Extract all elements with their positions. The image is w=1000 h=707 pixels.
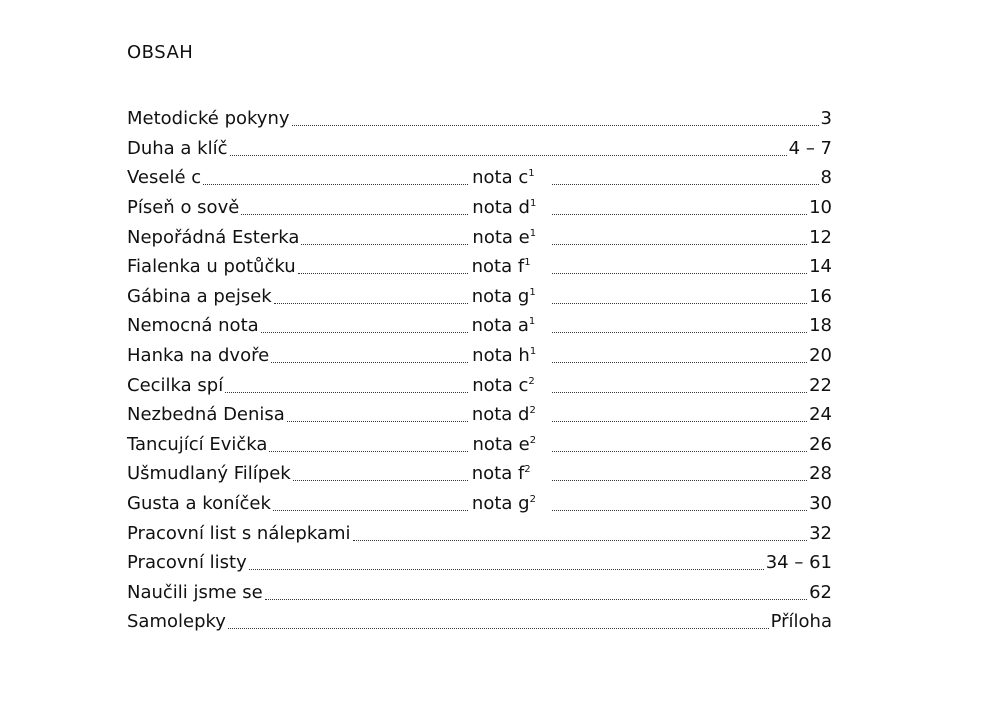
toc-entry-title: Hanka na dvoře <box>127 345 270 367</box>
dot-leader <box>228 628 769 629</box>
toc-entry-page: 3 <box>820 108 832 130</box>
toc-entry-title: Cecilka spí <box>127 374 224 396</box>
toc-entry[interactable] <box>127 578 832 608</box>
dot-leader <box>269 451 468 452</box>
dot-leader <box>552 421 807 422</box>
toc-entry[interactable] <box>127 163 832 193</box>
toc-entry[interactable] <box>127 489 832 519</box>
octave-superscript: 1 <box>529 286 536 298</box>
dot-leader <box>552 480 807 481</box>
dot-leader <box>552 332 807 333</box>
toc-entry-note: nota $c^1$ <box>472 167 535 189</box>
toc-entry-page: 26 <box>809 433 832 455</box>
toc-entry[interactable] <box>127 400 832 430</box>
octave-superscript: 1 <box>524 257 531 269</box>
toc-entry[interactable] <box>127 193 832 223</box>
dot-leader <box>552 184 818 185</box>
toc-entry[interactable] <box>127 222 832 252</box>
toc-entry-note: nota $f^1$ <box>471 256 531 278</box>
dot-leader <box>552 303 807 304</box>
toc-entry[interactable] <box>127 104 832 134</box>
toc-entry-title: Fialenka u potůčku <box>127 256 296 278</box>
dot-leader <box>271 362 468 363</box>
dot-leader <box>301 244 468 245</box>
toc-entry-page: 30 <box>809 493 832 515</box>
toc-entry[interactable] <box>127 252 832 282</box>
toc-entry-title: Tancující Evička <box>127 433 268 455</box>
dot-leader <box>225 392 468 393</box>
toc-entry-title: Nemocná nota <box>127 315 259 337</box>
toc-entry[interactable] <box>127 548 832 578</box>
toc-entry-note: nota $g^1$ <box>471 285 536 307</box>
toc-entry-title: Duha a klíč <box>127 137 228 159</box>
toc-entry-page: 34 – 61 <box>765 552 832 574</box>
dot-leader <box>552 214 807 215</box>
dot-leader <box>552 244 807 245</box>
toc-entry-page: 22 <box>809 374 832 396</box>
toc-entry-title: Naučili jsme se <box>127 581 263 603</box>
toc-entry-page: 8 <box>820 167 832 189</box>
toc-entry-title: Pracovní listy <box>127 552 247 574</box>
dot-leader <box>552 273 807 274</box>
toc-entry-title: Nezbedná Denisa <box>127 404 285 426</box>
dot-leader <box>265 599 807 600</box>
toc-entry[interactable] <box>127 311 832 341</box>
octave-superscript: 1 <box>529 198 537 210</box>
toc-entry-title: Veselé c <box>127 167 202 189</box>
toc-entry-page: 12 <box>809 226 832 248</box>
toc-entry-note: nota $d^1$ <box>472 197 537 219</box>
toc-entry-title: Ušmudlaný Filípek <box>127 463 291 485</box>
octave-superscript: 2 <box>524 464 531 476</box>
dot-leader <box>552 451 807 452</box>
toc-entry-title: Gábina a pejsek <box>127 285 272 307</box>
toc-entry-page: 62 <box>809 581 832 603</box>
toc-entry-title: Samolepky <box>127 611 226 633</box>
toc-entry-title: Pracovní list s nálepkami <box>127 522 351 544</box>
toc-entry-note: nota $d^2$ <box>471 404 536 426</box>
toc-entry-note: nota $f^2$ <box>471 463 531 485</box>
toc-entry-page: 10 <box>809 197 832 219</box>
toc-entry-page: Příloha <box>770 611 832 633</box>
page-title: OBSAH <box>127 42 194 63</box>
octave-superscript: 1 <box>529 227 537 239</box>
dot-leader <box>292 125 819 126</box>
table-of-contents <box>127 104 832 637</box>
dot-leader <box>249 569 764 570</box>
toc-entry-page: 14 <box>809 256 832 278</box>
dot-leader <box>230 155 787 156</box>
toc-entry[interactable] <box>127 518 832 548</box>
toc-entry-note: nota $c^2$ <box>472 374 535 396</box>
toc-entry-page: 20 <box>809 345 832 367</box>
dot-leader <box>274 303 468 304</box>
toc-entry[interactable] <box>127 341 832 371</box>
toc-entry[interactable] <box>127 459 832 489</box>
toc-entry-page: 28 <box>809 463 832 485</box>
dot-leader <box>293 480 468 481</box>
toc-entry[interactable] <box>127 134 832 164</box>
toc-entry[interactable] <box>127 370 832 400</box>
toc-entry-page: 16 <box>809 285 832 307</box>
toc-entry[interactable] <box>127 282 832 312</box>
dot-leader <box>552 392 807 393</box>
dot-leader <box>353 540 808 541</box>
toc-entry-title: Nepořádná Esterka <box>127 226 300 248</box>
dot-leader <box>261 332 468 333</box>
toc-entry-note: nota $g^2$ <box>471 493 536 515</box>
dot-leader <box>287 421 468 422</box>
dot-leader <box>552 362 807 363</box>
octave-superscript: 2 <box>528 375 535 387</box>
toc-entry-note: nota $e^2$ <box>472 433 537 455</box>
dot-leader <box>241 214 468 215</box>
dot-leader <box>552 510 807 511</box>
dot-leader <box>203 184 468 185</box>
toc-entry-page: 32 <box>809 522 832 544</box>
toc-entry-title: Píseň o sově <box>127 197 240 219</box>
toc-entry-note: nota $h^1$ <box>472 345 537 367</box>
octave-superscript: 1 <box>528 316 536 328</box>
toc-entry[interactable] <box>127 430 832 460</box>
toc-entry-page: 18 <box>809 315 832 337</box>
toc-entry-note: nota $e^1$ <box>472 226 537 248</box>
octave-superscript: 1 <box>529 346 537 358</box>
octave-superscript: 2 <box>529 494 536 506</box>
toc-entry-title: Metodické pokyny <box>127 108 290 130</box>
toc-entry-page: 24 <box>809 404 832 426</box>
toc-entry[interactable] <box>127 607 832 637</box>
toc-entry-page: 4 – 7 <box>788 137 832 159</box>
octave-superscript: 1 <box>528 168 535 180</box>
octave-superscript: 2 <box>529 405 536 417</box>
toc-entry-note: nota $a^1$ <box>471 315 536 337</box>
toc-entry-title: Gusta a koníček <box>127 493 271 515</box>
dot-leader <box>298 273 468 274</box>
octave-superscript: 2 <box>529 434 537 446</box>
dot-leader <box>273 510 468 511</box>
